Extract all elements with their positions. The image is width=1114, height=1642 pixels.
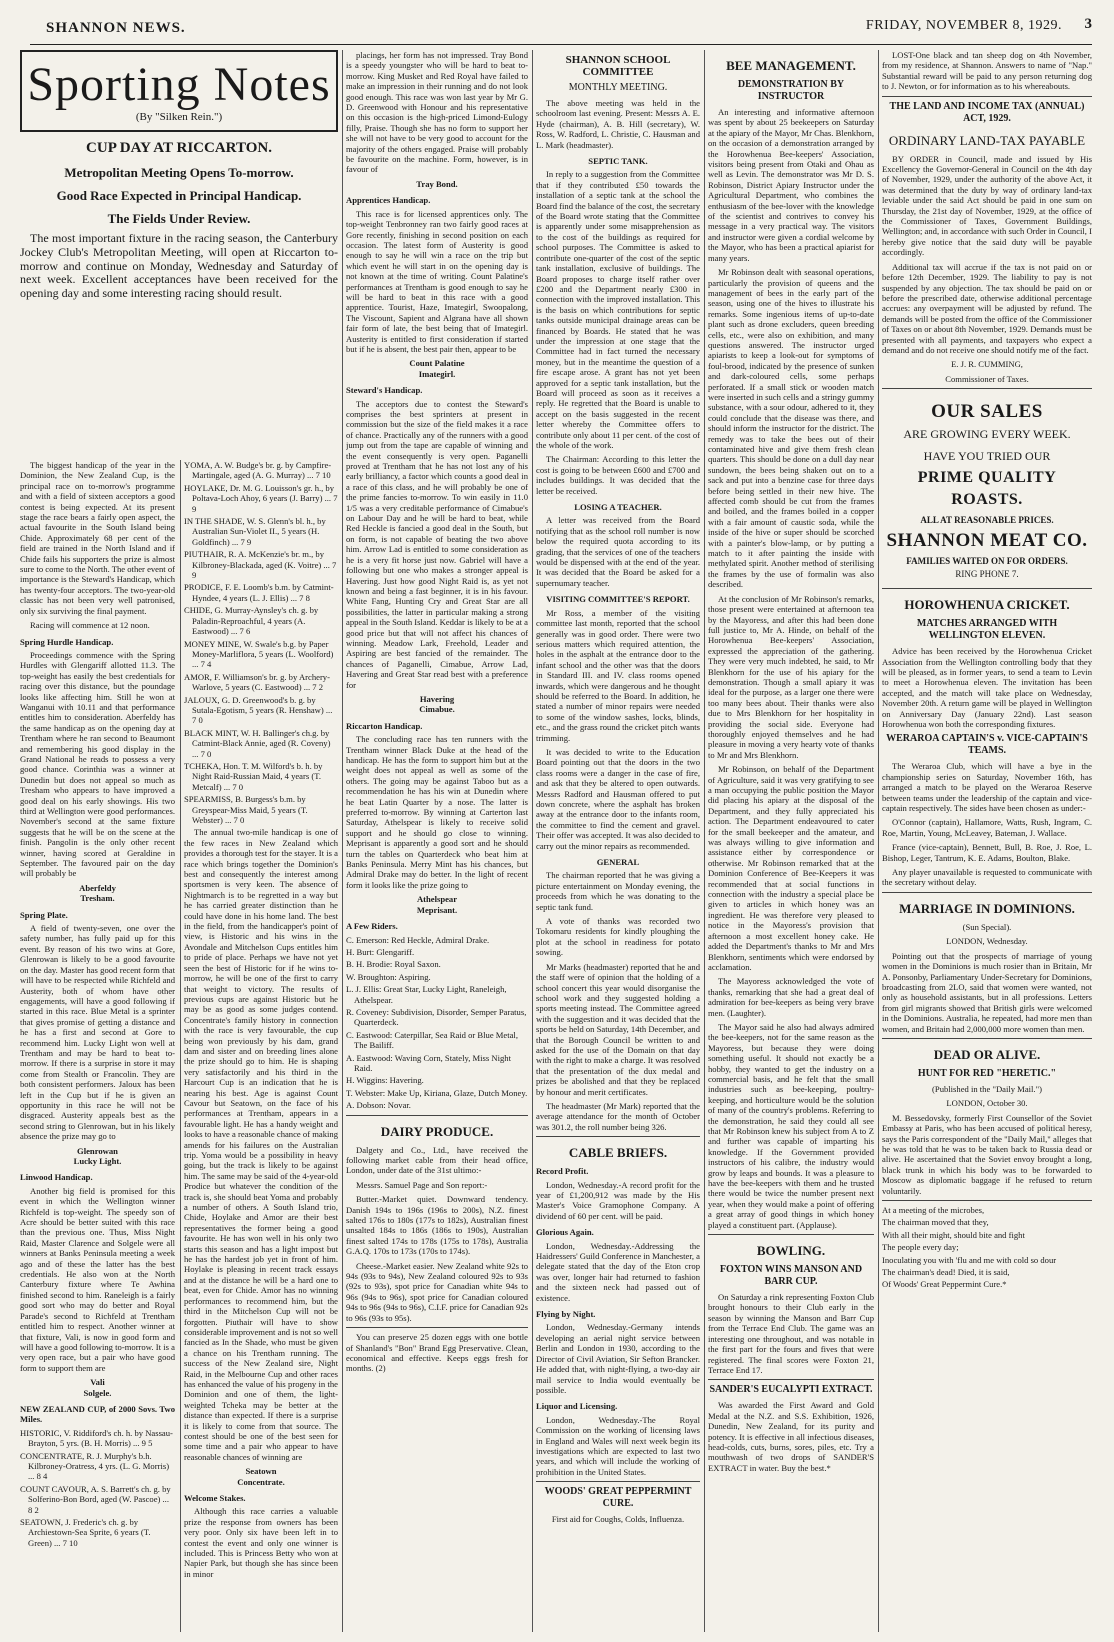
subheading: SEPTIC TANK. xyxy=(588,156,648,167)
paragraph: On Saturday a rink representing Foxton Club brought honours to their Club early in the season by winning the Manson and Barr Cup from the Terrace End Club. The game was an interesting one throughout, and was notable in the first part for the fours and fives that were registered. The final scores were Foxton 21, Terrace End 17. xyxy=(708,1292,874,1380)
paragraph: Messrs. Samuel Page and Son report:- xyxy=(356,1179,488,1190)
cup-entry: SEATOWN, J. Frederic's ch. g. by Archiestown-Sea Sprite, 6 years (T. Green) ... 7 10 xyxy=(20,1517,151,1548)
column-rule xyxy=(532,50,533,1632)
paragraph: Cheese.-Market easier. New Zealand white 92s to 94s (93s to 94s), New Zealand coloured 92s to 93s (92s to 93s), spot price for Canadian white 94s to 96s (94s to 96s), spot price for Canadian coloured 94s to 96s (94s to 96s), C.I.F. price for Canadian 92s to 96s (93s to 95s). xyxy=(346,1261,528,1328)
sporting-notes-byline: (By "Silken Rein.") xyxy=(135,111,223,123)
column-2 xyxy=(346,50,528,1634)
verse-line: The people every day; xyxy=(882,1242,959,1253)
column-rule xyxy=(342,50,343,1632)
masthead xyxy=(30,14,1092,45)
school-committee-heading: SHANNON SCHOOL COMMITTEE xyxy=(565,54,671,78)
cricket-subheading: MATCHES ARRANGED WITH WELLINGTON ELEVEN. xyxy=(916,618,1058,642)
paragraph: France (vice-captain), Bennett, Bull, B. Roe, J. Roe, L. Bishop, Leger, Tantrum, K. E. Adams, Boulton, Blake. xyxy=(882,842,1092,863)
tip: Count Palatine xyxy=(409,358,465,369)
tip: Havering xyxy=(419,693,455,704)
signature-title: Commissioner of Taxes. xyxy=(882,374,1092,389)
subheading: GENERAL xyxy=(596,857,640,868)
cup-entry: CONCENTRATE, R. J. Murphy's b.h. Kilbroney-Oratress, 4 yrs. (L. G. Morris) ... 8 4 xyxy=(20,1450,170,1482)
subheading: LOSING A TEACHER. xyxy=(574,502,662,513)
subheading: Linwood Handicap. xyxy=(20,1172,93,1183)
rider-entry: A. Dobson: Novar. xyxy=(346,1100,528,1115)
verse-line: Of Woods' Great Peppermint Cure.* xyxy=(882,1279,1007,1290)
paragraph: Mr Ross, a member of the visiting committee last month, reported that the school generally was in good order. There were two serious matters which required attention, the holes in the asphalt at the entrance door to the infant school and the other was that the doors in Standard III. and IV. class rooms opened inwards, which were dangerous and he thought should be referred to the Board. In addition, he stated a number of minor repairs were needed to some of the window sashes, locks, blinds, etc., and the grass round the cricket pitch wants trimming. xyxy=(536,607,700,743)
subheading: NEW ZEALAND CUP, of 2000 Sovs. Two Miles. xyxy=(20,1403,175,1425)
egg-preservative-ad: You can preserve 25 dozen eggs with one bottle of Shanland's "Bon" Brand Egg Preservative. Clean, economical and effective. Keeps eggs fresh for months. (2) xyxy=(346,1332,528,1374)
paragraph: Racing will commence at 12 noon. xyxy=(30,620,150,631)
land-tax-payable-heading: ORDINARY LAND-TAX PAYABLE xyxy=(888,132,1086,148)
paragraph: Mr Robinson, on behalf of the Department of Agriculture, said it was very gratifying to see a man occupying the public position the Mayor did placing his apiary at the disposal of the Department, and they fully appreciated his action. The Department endeavoured to cater for the small beekeeper and the amateur, and was always willing to give information and assistance either by correspondence or otherwise. Mr Robinson remarked that at the Dominion Conference of Bee-Keepers it was recommended that at social functions in connection with the industry a special place be given to articles in which honey was an ingredient. He was therefore very pleased to notice in the Mayoress's provision that afternoon a most excellent honey cake. He added the Department's thanks to Mr and Mrs Blenkhorn, sentiments which were endorsed by acclamation. xyxy=(708,764,874,972)
headline-metropolitan: Metropolitan Meeting Opens To-morrow. xyxy=(64,165,294,181)
cable-briefs-heading: CABLE BRIEFS. xyxy=(568,1145,668,1161)
paragraph: BY ORDER in Council, made and issued by His Excellency the Governor-General in Council on the 4th day of November, 1929, under the authority of the above Act, it was determined that the duty by way of ordinary land-tax leviable under the said Act should be paid in one sum on Thursday, the 21st day of November, 1929, at the office of the Commissioner of Taxes, Government Buildings, Wellington; and, in accordance with such Order in Council, I hereby give notice that the said duty will be payable accordingly. xyxy=(882,153,1092,258)
cup-entry: AMOR, F. Williamson's br. g. by Archery-Warlove, 5 years (C. Eastwood) ... 7 2 xyxy=(184,671,330,693)
cup-entry: MONEY MINE, W. Swale's b.g. by Paper Money-Marliflora, 5 years (L. Woolford) ... 7 4 xyxy=(184,638,334,670)
tip: Meprisant. xyxy=(416,904,458,915)
rider-entry: B. H. Brodie: Royal Saxon. xyxy=(346,959,441,970)
tip: Athelspear xyxy=(416,894,458,905)
subheading: Glorious Again. xyxy=(536,1227,594,1238)
subheading: Spring Plate. xyxy=(20,909,68,920)
eucalypti-ad-title: SANDER'S EUCALYPTI EXTRACT. xyxy=(709,1384,873,1396)
signature-name: E. J. R. CUMMING, xyxy=(951,359,1023,370)
column-5 xyxy=(882,50,1092,1634)
paragraph: Advice has been received by the Horowhenua Cricket Association from the Wellington controlling body that they will be pleased, as in former years, to send a team to Levin to meet a Horowhenua eleven. The invitation has been accepted, and the match will take place on Wednesday, November 20th. A return game will be played in Wellington on Anniversary Day (January 22nd). Last season Horowhenua won both the corresponding fixtures. xyxy=(882,646,1092,729)
paragraph: Mr Robinson dealt with seasonal operations, particularly the provision of queens and the management of bees in the early part of the season, using one of the hives to illustrate his remarks. Some ingenious items of up-to-date plant such as drone excluders, queen breeding cells, etc., were also on exhibition, and many questions answered. The instructor urged apiarists to keep a look-out for symptoms of foul-brood, indicated by the presence of sunken and dark-coloured cells, some perhaps perforated. If a small stick or wooden match were inserted in such cells and a stringy gummy substance, with a sour odour, adhered to it, they could conclude that the disease was there, and should inform the instructor for the district. The remedy was to take the bees out of their contaminated hive and give them fresh clean quarters. This should be done on a dull day near sundown, the bees being shaken out on to a sack and put into a benzine case for three days before being settled in their new hive. The affected comb should be cut from the frames and boiled, and the frames boiled in a copper with a fair amount of caustic soda, while the inside of the hive or super should be scorched with a painter's blow-lamp, or by putting a match to it after painting the inside with methylated spirit. Another method of sterilising the frames by the use of formalin was also described. xyxy=(708,267,874,590)
dateline: LONDON, Wednesday. xyxy=(946,936,1028,947)
ad-our-sales: OUR SALES xyxy=(931,401,1043,423)
peppermint-cure-ad-title: WOODS' GREAT PEPPERMINT CURE. xyxy=(544,1486,692,1510)
bowling-subheading: FOXTON WINS MANSON AND BARR CUP. xyxy=(719,1264,863,1288)
verse-line: Inoculating you with 'flu and me with cold so dour xyxy=(882,1254,1057,1265)
column-1a xyxy=(20,460,175,1634)
paragraph: Pointing out that the prospects of marriage of young women in the Dominions is much rosier than in Britain, Mr A. Ponsonby, Parliamentary Under-Secretary for Dominions, broadcasting from 2LO, said that women were wanted, not only as household assistants, but in all professions. Letters from girl migrants showed that British girls were welcomed in the Dominions. Australia, he repeated, had more men than women, and Britain had 2,000,000 more women than men. xyxy=(882,951,1092,1039)
cup-entry: CHIDE, G. Murray-Aynsley's ch. g. by Paladin-Reproachful, 4 years (A. Eastwood) ... 7 6 xyxy=(184,605,319,637)
paragraph: Although this race carries a valuable prize the response from owners has been very poor. Only six have been left in to contest the event and only one winner is included. This is Princess Betty who won at Napier Park, but though she has since been in minor xyxy=(184,1506,338,1579)
paragraph: The annual two-mile handicap is one of the few races in New Zealand which provides a thorough test for the stayer. It is a race which brings together the Dominion's best and consequently the interest among sportsmen is very keen. The absence of Nightmarch is to be regretted in a way but he has carried greater distinction than he could have done in his home land. The best in the field, from the handicapper's point of view, is Historic and his wins in the Avondale and Mitchelson Cups entitles him to pride of place. Perhaps we have not yet seen the best of Historic for if he wins to-morrow, he will be one of the first to carry that weight to victory. The results of previous cups are against Historic but he may be as good as some judges contend. Concentrate's family history in connection with the race is very favourable, the cup being won previously by his dam, grand dam and sister and on breeding lines alone the prize should go to him. He is shaping very satisfactorily and his third in the Harcourt Cup is an indication that he is nearing his best. Age is against Count Cavour but Seatown, on the face of his performances at Trentham, appears in a favourable light. He has a handy weight and looks to have a reasonable chance of making amends for his failures on the Australian trip. Yoma would be a possibility in heavy going, but the track is likely to be against him. The same may be said of the 4-year-old Prodice but whatever the condition of the track is, she should beat Yoma and probably a number of others. A South Island trio, Chide, Hoylake and Amor are their best representatives the former being a good favourite. He has won well in his only two starts this season and has a light impost but he has the hardest job yet in front of him. Hoylake is pleasing in recent track essays and at the distance he will be a hard one to beat, even for Chide. Amor has no winning performances to recommend him, but the third in the Mitchelson Cup will not be forgotten. Piuthair will have to show considerable improvement and is not so well fancied as In the Shade, who must be given a chance on his Trentham running. The success of the New Zealand sire, Night Raid, in the Melbourne Cup and other races has enhanced the value of his progeny in the Dominion and one of them, the light-weighted Tcheka may be better at the distance than expected. If there is a surprise it is likely to come from that source. The contest should be one of the best seen for some time and a pair who appear to have reasonable chances of winning are xyxy=(184,827,338,1462)
dateline: (Sun Special). xyxy=(962,921,1012,932)
ad-phone: RING PHONE 7. xyxy=(955,569,1019,580)
sporting-notes-title: Sporting Notes xyxy=(27,58,331,111)
cup-entry: PIUTHAIR, R. A. McKenzie's br. m., by Kilbroney-Blackada, aged (K. Voitre) ... 7 9 xyxy=(184,549,337,581)
ad-have-you-tried: HAVE YOU TRIED OUR xyxy=(923,449,1051,464)
rider-entry: W. Broughton: Aspiring. xyxy=(346,971,431,982)
paragraph: The Chairman: According to this letter the cost is going to be between £600 and £700 and includes buildings. It was decided that the letter be received. xyxy=(536,454,700,496)
ad-families: FAMILIES WAITED ON FOR ORDERS. xyxy=(906,556,1068,567)
subheading: Spring Hurdle Handicap. xyxy=(20,636,114,647)
paragraph: A field of twenty-seven, one over the safety number, has fully paid up for this event. By reason of his two wins at Gore, Glenrowan is likely to be a good favourite on the day. Master has good recent form that will have to be respected while Richfeld and Austerity, both of whom have other engagements, will have a good following if started in this race. Blue Metal is a sprinter that gives promise of getting a distance and he has a first and second at Gore to recommend him. Lucky Light won well at Trentham and may be hard to beat to-morrow. If there is a surprise in store it may come from Stealth or Francolin. They are both consistent performers. Jaloux has been left in the Cup but if he is given an opportunity in this race he will not be disgraced. Austerity appeals best as the second string to Glenrowan, but in his likely absence the prize may go to xyxy=(20,923,175,1142)
cricket-heading: HOROWHENUA CRICKET. xyxy=(904,597,1070,613)
page-number: 3 xyxy=(1084,16,1092,32)
paragraph: An interesting and informative afternoon was spent by about 25 beekeepers on Saturday at the apiary of the Mayor, Mr Chas. Blenkhorn, on the occasion of a demonstration arranged by the Horowhenua Bee-keepers' Association, visitors being present from Otaki and Ohau as well as Levin. The demonstrator was Mr D. S. Robinson, District Apiary Instructor under the Agricultural Department, who combines the enthusiasm of the bee-lover with the knowledge of the scientist and contrives to convey his message in a very practical way. The visitors and instructor were given a cordial welcome by the Mayor, who has been a practical apiarist for many years. xyxy=(708,107,874,263)
subheading: Steward's Handicap. xyxy=(346,385,423,396)
tip: Solgele. xyxy=(83,1387,112,1398)
bee-management-heading: BEE MANAGEMENT. xyxy=(726,58,856,73)
land-tax-act-heading: THE LAND AND INCOME TAX (ANNUAL) ACT, 1929. xyxy=(889,100,1085,124)
paragraph: The above meeting was held in the schoolroom last evening. Present: Messrs A. E. Hyde (chairman), A. B. Hill (secretary), W. Ross, W. Radford, L. Christie, C. Hausman and L. Mark (headmaster). xyxy=(536,98,700,150)
paragraph: In reply to a suggestion from the Committee that if they contributed £50 towards the installation of a septic tank at the school the Board find the balance of the cost, the secretary of the Board wrote stating that the Committee is apparently under some misapprehension as to the cost of the buildings as required for school purposes. The Committee is asked to contribute one-quarter of the cost of the septic tank installation, exclusive of buildings. The Board proposes to charge itself rather over £200 and the Department nearly £300 in connection with the improved installation. This is the basis on which contributions for septic tanks outside municipal drainage areas can be financed by Boards. He stated that he was under the impression at one stage that the Committee had in fact turned the necessary money, but in the meantime the question of a fire escape arose. A grant has not yet been approved for a septic tank installation, but the Board will proceed as soon as it receives a reply. He regretted that the Board is unable to accept on the basis suggested in the recent letter whereby the Committee offers to contribute only about 11 per cent. of the cost of the whole of the work. xyxy=(536,169,700,450)
tip: Aberfeldy xyxy=(79,882,116,893)
cup-entry: HISTORIC, V. Riddiford's ch. h. by Nassau-Brayton, 5 yrs. (B. H. Morris) ... 9 5 xyxy=(20,1427,173,1449)
rider-entry: H. Burt: Glengariff. xyxy=(346,946,415,957)
headline-good-race: Good Race Expected in Principal Handicap. xyxy=(56,188,302,204)
rider-entry: H. Wiggins: Havering. xyxy=(346,1075,424,1086)
cup-entry: COUNT CAVOUR, A. S. Barrett's ch. g. by Solferino-Bon Bord, aged (W. Pascoe) ... 8 2 xyxy=(20,1483,171,1515)
eucalypti-ad-text: Was awarded the First Award and Gold Medal at the N.Z. and S.S. Exhibition, 1926, Dunedin, New Zealand, for its purity and potency. It is effective in all infectious diseases, head-colds, cuts, burns, sores, piles, etc. Try a mouthwash of two drops of SANDER'S EXTRACT in water. Buy the best.* xyxy=(708,1400,874,1473)
column-rule xyxy=(704,50,705,1632)
headline-cup-day: CUP DAY AT RICCARTON. xyxy=(86,140,272,157)
dairy-produce-heading: DAIRY PRODUCE. xyxy=(380,1123,494,1139)
paragraph: London, Wednesday.-Addressing the Haidressers' Guild Conference in Manchester, a delegate stated that the day of the Eton crop was over, longer hair had returned to fashion and the sixteen neck had passed out of existence. xyxy=(536,1240,700,1303)
paragraph: M. Bessedovsky, formerly First Counsellor of the Soviet Embassy at Paris, who has been accused of political heresy, says the Paris correspondent of the "Daily Mail," alleges that he was told that he was to be taken back to Russia dead or alive. He ascertained that the Soviet envoy brought a long, black trunk in which his body was to be forwarded to Moscow as diplomatic baggage if he refused to return voluntarily. xyxy=(882,1113,1092,1201)
peppermint-cure-ad-text: First aid for Coughs, Colds, Influenza. xyxy=(551,1514,685,1525)
paragraph: Any player unavailable is requested to communicate with the secretary without delay. xyxy=(882,867,1092,893)
dead-or-alive-heading: DEAD OR ALIVE. xyxy=(933,1046,1041,1062)
subheading: VISITING COMMITTEE'S REPORT. xyxy=(546,594,690,605)
paragraph: This race is for licensed apprentices only. The top-weight Tenbronney ran two fairly good races at Gore recently, finishing in second position on each occasion. The latest form of Austerity is good enough to say he will win a race on the trip but which event he will start in on the opening day is not known at the time of writing. Count Palatine's performances at Trentham is good enough to say he will be hard to beat in this race with a good apprentice. Tourist, Haze, Imategirl, Swoopalong, The Viscount, Sapient and Algrana have all shown fair form of late, the best being that of Imategirl. Austerity is entitled to first consideration if started but if he is absent, the best pair then, appear to be xyxy=(346,208,528,354)
tip: Vali xyxy=(90,1377,105,1388)
paragraph: Additional tax will accrue if the tax is not paid on or before 12th December, 1929. The liability to pay is not suspended by any objection. The tax should be paid on or before the prescribed date, otherwise additional percentage accrues: any overpayment will be adjusted by refund. The demands will be posted from the office of the Commissioner of Taxes on or about 8th November, 1929. Demands must be presented with all payments, and taxpayers who expect a demand and do not receive one should notify me of the fact. xyxy=(882,261,1092,355)
paragraph: The biggest handicap of the year in the Dominion, the New Zealand Cup, is the principal race on to-morrow's programme and with a field of sixteen acceptors a good contest is being expected. At its present stage the race bears a fairly open aspect, the actual favourite in the South Island being Chide. Approximately 68 per cent of the field are trained in the North Island and if Chide fails his supporters the prize is almost sure to come to the North. The other event of importance is the Steward's Handicap, which has twenty-four acceptors. The two-year-old classic has not been very well patronised, only six surviving the final payment. xyxy=(20,460,175,616)
column-3 xyxy=(536,50,700,1634)
subheading: Riccarton Handicap. xyxy=(346,720,423,731)
paragraph: The chairman reported that he was giving a picture entertainment on Monday evening, the proceeds from which he was donating to the septic tank fund. xyxy=(536,870,700,912)
tip: Seatown xyxy=(245,1466,277,1477)
ad-prices: ALL AT REASONABLE PRICES. xyxy=(920,515,1054,526)
column-1-header xyxy=(20,50,338,470)
tip: Tray Bond. xyxy=(416,178,458,189)
cup-entry: TCHEKA, Hon. T. M. Wilford's b. h. by Night Raid-Russian Maid, 4 years (T. Metcalf) ... 7 0 xyxy=(184,760,323,792)
cup-entry: IN THE SHADE, W. S. Glenn's bl. h., by Australian Sun-Violet II., 5 years (H. Goldfinch) ... 7 9 xyxy=(184,516,326,547)
column-rule xyxy=(878,50,879,1632)
rider-entry: L. J. Ellis: Great Star, Lucky Light, Raneleigh, Athelspear. xyxy=(346,984,507,1005)
paragraph: The headmaster (Mr Mark) reported that the average attendance for the month of October was 301.2, the roll number being 326. xyxy=(536,1101,700,1137)
verse-line: At a meeting of the microbes, xyxy=(882,1205,985,1215)
paragraph: O'Connor (captain), Hallamore, Watts, Rush, Ingram, C. Roe, Martin, Young, McLeavey, Bateman, J. Wallace. xyxy=(882,817,1092,838)
verse-line: The chairman's dead! Died, it is said, xyxy=(882,1267,1010,1278)
weraroa-heading: WERAROA CAPTAIN'S v. VICE-CAPTAIN'S TEAMS. xyxy=(886,733,1088,757)
subheading: Flying by Night. xyxy=(536,1309,596,1320)
lead-paragraph: The most important fixture in the racing season, the Canterbury Jockey Club's Metropolitan Meeting, will open at Riccarton to-morrow and continue on Monday, Wednesday and Saturday of next week. Excellent acceptances have been received for the opening day and some interesting racing should result. xyxy=(20,231,338,300)
column-4 xyxy=(708,50,874,1634)
tip: Imategirl. xyxy=(418,368,456,379)
meat-co-ad xyxy=(882,393,1092,589)
paragraph: The concluding race has ten runners with the Trentham winner Black Duke at the head of the handicap. He has the form to support him but at the weight does not appeal as well as some of the others. The going may be against Taboo but as a recommendation he has his win at Dunedin where he beat Latin Quarter by a nose. The latter is preferred to-morrow. By winning at Carterton last Saturday, Athelspear is likely to receive solid support and he should go close to winning. Meprisant is apparently a good sort and he should turn the tables on Quarterdeck who beat him at Banks Peninsula. Merry Mint has his chances, but Admiral Drake may do better. In the light of recent form it looks like the prize going to xyxy=(346,734,528,890)
paragraph: London, Wednesday.-A record profit for the year of £1,200,912 was made by the His Master's Voice Gramophone Company. A dividend of 60 per cent. will be paid. xyxy=(536,1179,700,1221)
paragraph: It was decided to write to the Education Board pointing out that the doors in the two class rooms were a danger in the case of fire, and ask that they be altered to open outwards. Messrs Radford and Hausman offered to put down concrete, where the asphalt has broken away at the entrance door to the infants room, the committee to find the cement and gravel. Their offer was accepted. It was also decided to carry out the minor repairs as recommended. xyxy=(536,746,700,851)
ad-prime-roasts: PRIME QUALITY ROASTS. xyxy=(917,469,1057,509)
cup-entry: YOMA, A. W. Budge's br. g. by Campfire-Martingale, aged (A. G. Murray) ... 7 10 xyxy=(184,460,332,481)
tip: Cimabue. xyxy=(419,704,455,715)
cup-entry: PRODICE, F. E. Loomb's b.m. by Catmint-Hyndee, 4 years (L. J. Ellis) ... 7 8 xyxy=(184,582,334,603)
paragraph: placings, her form has not impressed. Tray Bond is a speedy youngster who will be hard to beat to-morrow. King Musket and Red Royal have failed to make an impression in their running and do not look good enough. This race was won last year by Mr G. D. Greenwood with Honour and his representative on this occasion is the high-priced Limond-Eulogy filly, Praise. Though she has no form to support her she will not have to be very good to account for the majority of the others engaged. Praise will probably be favourite on the machine. Form, however, is in favour of xyxy=(346,50,528,175)
rider-entry: T. Webster: Make Up, Kiriana, Glaze, Dutch Money. xyxy=(346,1087,528,1098)
paragraph: A letter was received from the Board notifying that as the school roll number is now below the required quota according to its grading, that the services of one of the teachers would be dispensed with at the end of the year. It was decided that the Board be asked for a supernumary teacher. xyxy=(536,515,700,588)
paragraph: A vote of thanks was recorded two Tokomaru residents for kindly ploughing the plot at the school in readiness for potato sowing. xyxy=(536,916,700,958)
monthly-meeting-heading: MONTHLY MEETING. xyxy=(568,82,668,93)
ad-growing: ARE GROWING EVERY WEEK. xyxy=(903,427,1071,442)
paragraph: At the conclusion of Mr Robinson's remarks, those present were entertained at afternoon tea by the Mayoress, and after this had been done full justice to, Mr A. Hinde, on behalf of the Horowhenua Bee-keepers' Association, expressed the appreciation of the gathering. They were very much indebted, he said, to Mr Blenkhorn for the use of his apiary for the demonstration. Though a small apiary it was ideal for the purpose, as a larger one there were too many bees about. Their thanks were also due to Mrs Blenkhorn for her hospitality in providing the social side. Everyone had thoroughly enjoyed themselves and he had pleasure in moving a very hearty vote of thanks to Mr and Mrs Blenkhorn. xyxy=(708,593,874,760)
paragraph: The Mayor said he also had always admired the bee-keepers, not for the same reason as the Mayoress, but because they were doing something useful. It should not exactly be a hobby, they wanted to get the industry on a commercial basis, and he felt that the small industries such as bee-keeping, poultry-keeping, and horticulture would be the solution of many of the country's problems. Referring to the demonstration, he said they could all see that Mr Robinson knew his subject from A to Z and further was capable of imparting his knowledge. If the Government provided instructors of his calibre, the industry would grow by leaps and bounds. It was a pleasure to have the bee-keepers with them and he trusted there would be twice the number present next year, when they would make a point of offering a great array of good things in which honey played a constituent part. (Applause). xyxy=(708,1022,874,1235)
paragraph: London, Wednesday.-Germany intends developing an aerial night service between Berlin and London in 1930, according to the Director of Civil Aviation, Sir Sefton Brancker. He added that, with night-flying, a two-day air mail service to India would eventually be possible. xyxy=(536,1322,700,1395)
tip: Concentrate. xyxy=(237,1476,285,1487)
marriage-heading: MARRIAGE IN DOMINIONS. xyxy=(899,900,1075,916)
cup-entry: SPEARMISS, B. Burgess's b.m. by Greyspear-Miss Maid, 5 years (T. Webster) ... 7 0 xyxy=(184,794,308,825)
ad-shannon-meat: SHANNON MEAT CO. xyxy=(886,530,1088,552)
paragraph: The acceptors due to contest the Steward's comprises the best sprinters at present in commission but the size of the field makes it a race of chance. Practically any of the runners with a good jump out from the tape are capable of winning and the event consequently is very open. Paganelli proved at Trentham that he has not lost any of his early brilliancy, a factor which counts a good deal in a race of this class, and he will probably be one of the prime fancies to-morrow. To win easily in 11.0 1/5 was a very creditable performance of Cimabue's on Labour Day and he will be hard to beat, while Red Heckle is fancied a good deal in the South, but on form, is not capable of beating the two above him. Arrow Lad is entitled to some consideration as he is a very fit horse just now. Gabriel will have a following but one who makes a stronger appeal is Havering. Just how good Night Raid is, as yet not known and being a fast beginner, it is in his favour. White Fang, Hunting Cry and Great Star are all possibilities, the latter in particular making a strong appeal in the South Island. Keddar is likely to be at a good price but that will not affect his chances of winning. Meadow Lark, Freehold, Leader and Aspiring are best fancied of the remainder. The chances of Paganelli, Cimabue, Arrow Lad, Havering and Great Star read best with a preference for xyxy=(346,398,528,690)
rider-entry: A. Eastwood: Waving Corn, Stately, Miss Night Raid. xyxy=(346,1052,511,1073)
headline-fields: The Fields Under Review. xyxy=(107,211,251,227)
subheading: A Few Riders. xyxy=(346,921,398,932)
column-rule xyxy=(180,460,181,1632)
rider-entry: C. Emerson: Red Heckle, Admiral Drake. xyxy=(346,934,490,945)
paragraph: Proceedings commence with the Spring Hurdles with Glengariff allotted 11.3. The top-weight has easily the best credentials for racing over this distance, but the poundage looks like affecting him. Still he won at Wanganui with 10.11 and that performance entitles him to consideration. Aberfeldy has the same handicap as on the opening day at Trentham where he ran second to Beaumont and remembering his good display in the Grand National he reads to possess a very good chance. Corinthia was a winner at Dunedin but does not appeal so much as Tresham who appears to have improved a good deal on his early showings. His two third at Wellington were good performances. November's second at the same fixture suggests that he will be on the scene at the finish. Pangolin is the only other recent winner, having scored at Geraldine in September. The favoured pair on the day will probably be xyxy=(20,649,175,879)
rider-entry: C. Eastwood: Caterpillar, Sea Raid or Blue Metal, The Bailiff. xyxy=(346,1029,518,1051)
paragraph: The Mayoress acknowledged the vote of thanks, remarking that she had a great deal of admiration for bee-keepers as being very brave men. (Laughter). xyxy=(708,976,874,1018)
cup-entry: HOYLAKE, Dr. M. G. Louisson's gr. h., by Poltava-Loch Ahoy, 6 years (J. Barry) ... 7 9 xyxy=(184,482,338,514)
paragraph: Mr Marks (headmaster) reported that he and the staff were of opinion that the holding of a school concert this year would disorganise the school work and they suggested holding a sports meeting instead. The Committee agreed with the suggestion and it was decided that the sports be held on Saturday, 14th December, and that the Borough Council be written to and asked for the use of the Domain on that day with the right to make a charge. It was resolved that the presentation of the dux medal and prizes be abolished and that they be replaced by honour and merit certificates. xyxy=(536,961,700,1097)
subheading: Liquor and Licensing. xyxy=(536,1401,618,1412)
cup-entry: JALOUX, G. D. Greenwood's b. g. by Sutala-Egotism, 5 years (R. Henshaw) ... 7 0 xyxy=(184,694,333,726)
tip: Glenrowan xyxy=(77,1145,118,1156)
cup-entry: BLACK MINT, W. H. Ballinger's ch.g. by Catmint-Black Annie, aged (R. Coveny) ... 7 0 xyxy=(184,727,331,759)
dateline: (Published in the "Daily Mail.") xyxy=(932,1083,1042,1094)
paragraph: Dalgety and Co., Ltd., have received the following market cable from their head office, London, under date of the 31st ultimo:- xyxy=(346,1144,528,1176)
sporting-notes-box xyxy=(20,50,338,132)
paragraph: Another big field is promised for this event in which the Wellington winner Richfeld is top-weight. The speedy son of Acre should be better suited with this race than the previous one. Thus, Miss Night Raid, Master Clarence and Solgele were all winners at Banks Peninsula meeting a week ago and of these the latter has the best credentials. He also won at the North Canterbury fixture where Te Awhina finished second to him. Raneleigh is a fairly good sort who may do better and Royal Parade's second to Richfeld at Trentham entitled him to respect. Another winner at that fixture, Vali, is now in good form and will have a good following to-morrow. It is a very open race, but a pair who have good form to support them are xyxy=(20,1185,175,1373)
hunt-subheading: HUNT FOR RED "HERETIC." xyxy=(917,1067,1057,1079)
subheading: Record Profit. xyxy=(536,1166,589,1177)
column-1b xyxy=(184,460,338,1634)
lost-dog-notice: LOST-One black and tan sheep dog on 4th November, from my residence, at Shannon. Answers to name of "Nap." Substantial reward will be paid to any person returning dog to J. Newton, or for information as to his whereabouts. xyxy=(882,50,1092,97)
subheading: Welcome Stakes. xyxy=(184,1493,246,1503)
paragraph: London, Wednesday.-The Royal Commission on the working of licensing laws in England and Wales will next week begin its investigations which are expected to last two years, and which will include the working of prohibition in the United States. xyxy=(536,1415,700,1482)
paragraph: Butter.-Market quiet. Downward tendency. Danish 194s to 196s (196s to 200s), N.Z. finest salted 176s to 180s (177s to 182s), Australian finest unsalted 184s to 186s (186s to 190s), Australian finest salted 174s to 178s (175s to 178s), Australia G.A.Q. 170s to 173s (170s to 174s). xyxy=(346,1194,528,1257)
verse-line: The chairman moved that they, xyxy=(882,1217,989,1228)
tip: Lucky Light. xyxy=(73,1156,122,1166)
paper-name: SHANNON NEWS. xyxy=(46,20,186,36)
tip: Tresham. xyxy=(80,893,115,904)
demonstration-heading: DEMONSTRATION BY INSTRUCTOR xyxy=(737,79,845,102)
bowling-heading: BOWLING. xyxy=(756,1243,826,1259)
rider-entry: R. Coveney: Subdivision, Disorder, Semper Paratus, Quarterdeck. xyxy=(346,1006,527,1028)
dateline: LONDON, October 30. xyxy=(946,1098,1028,1109)
issue-date: FRIDAY, NOVEMBER 8, 1929. xyxy=(865,18,1062,33)
paragraph: The Weraroa Club, which will have a bye in the championship series on Saturday, November 16th, has arranged a match to be played on the Weraroa Reserve between teams under the leadership of the captain and vice-captain respectively. The sides have been chosen as under:- xyxy=(882,761,1092,814)
subheading: Apprentices Handicap. xyxy=(346,195,431,206)
verse-line: With all their might, should bite and fight xyxy=(882,1229,1025,1240)
